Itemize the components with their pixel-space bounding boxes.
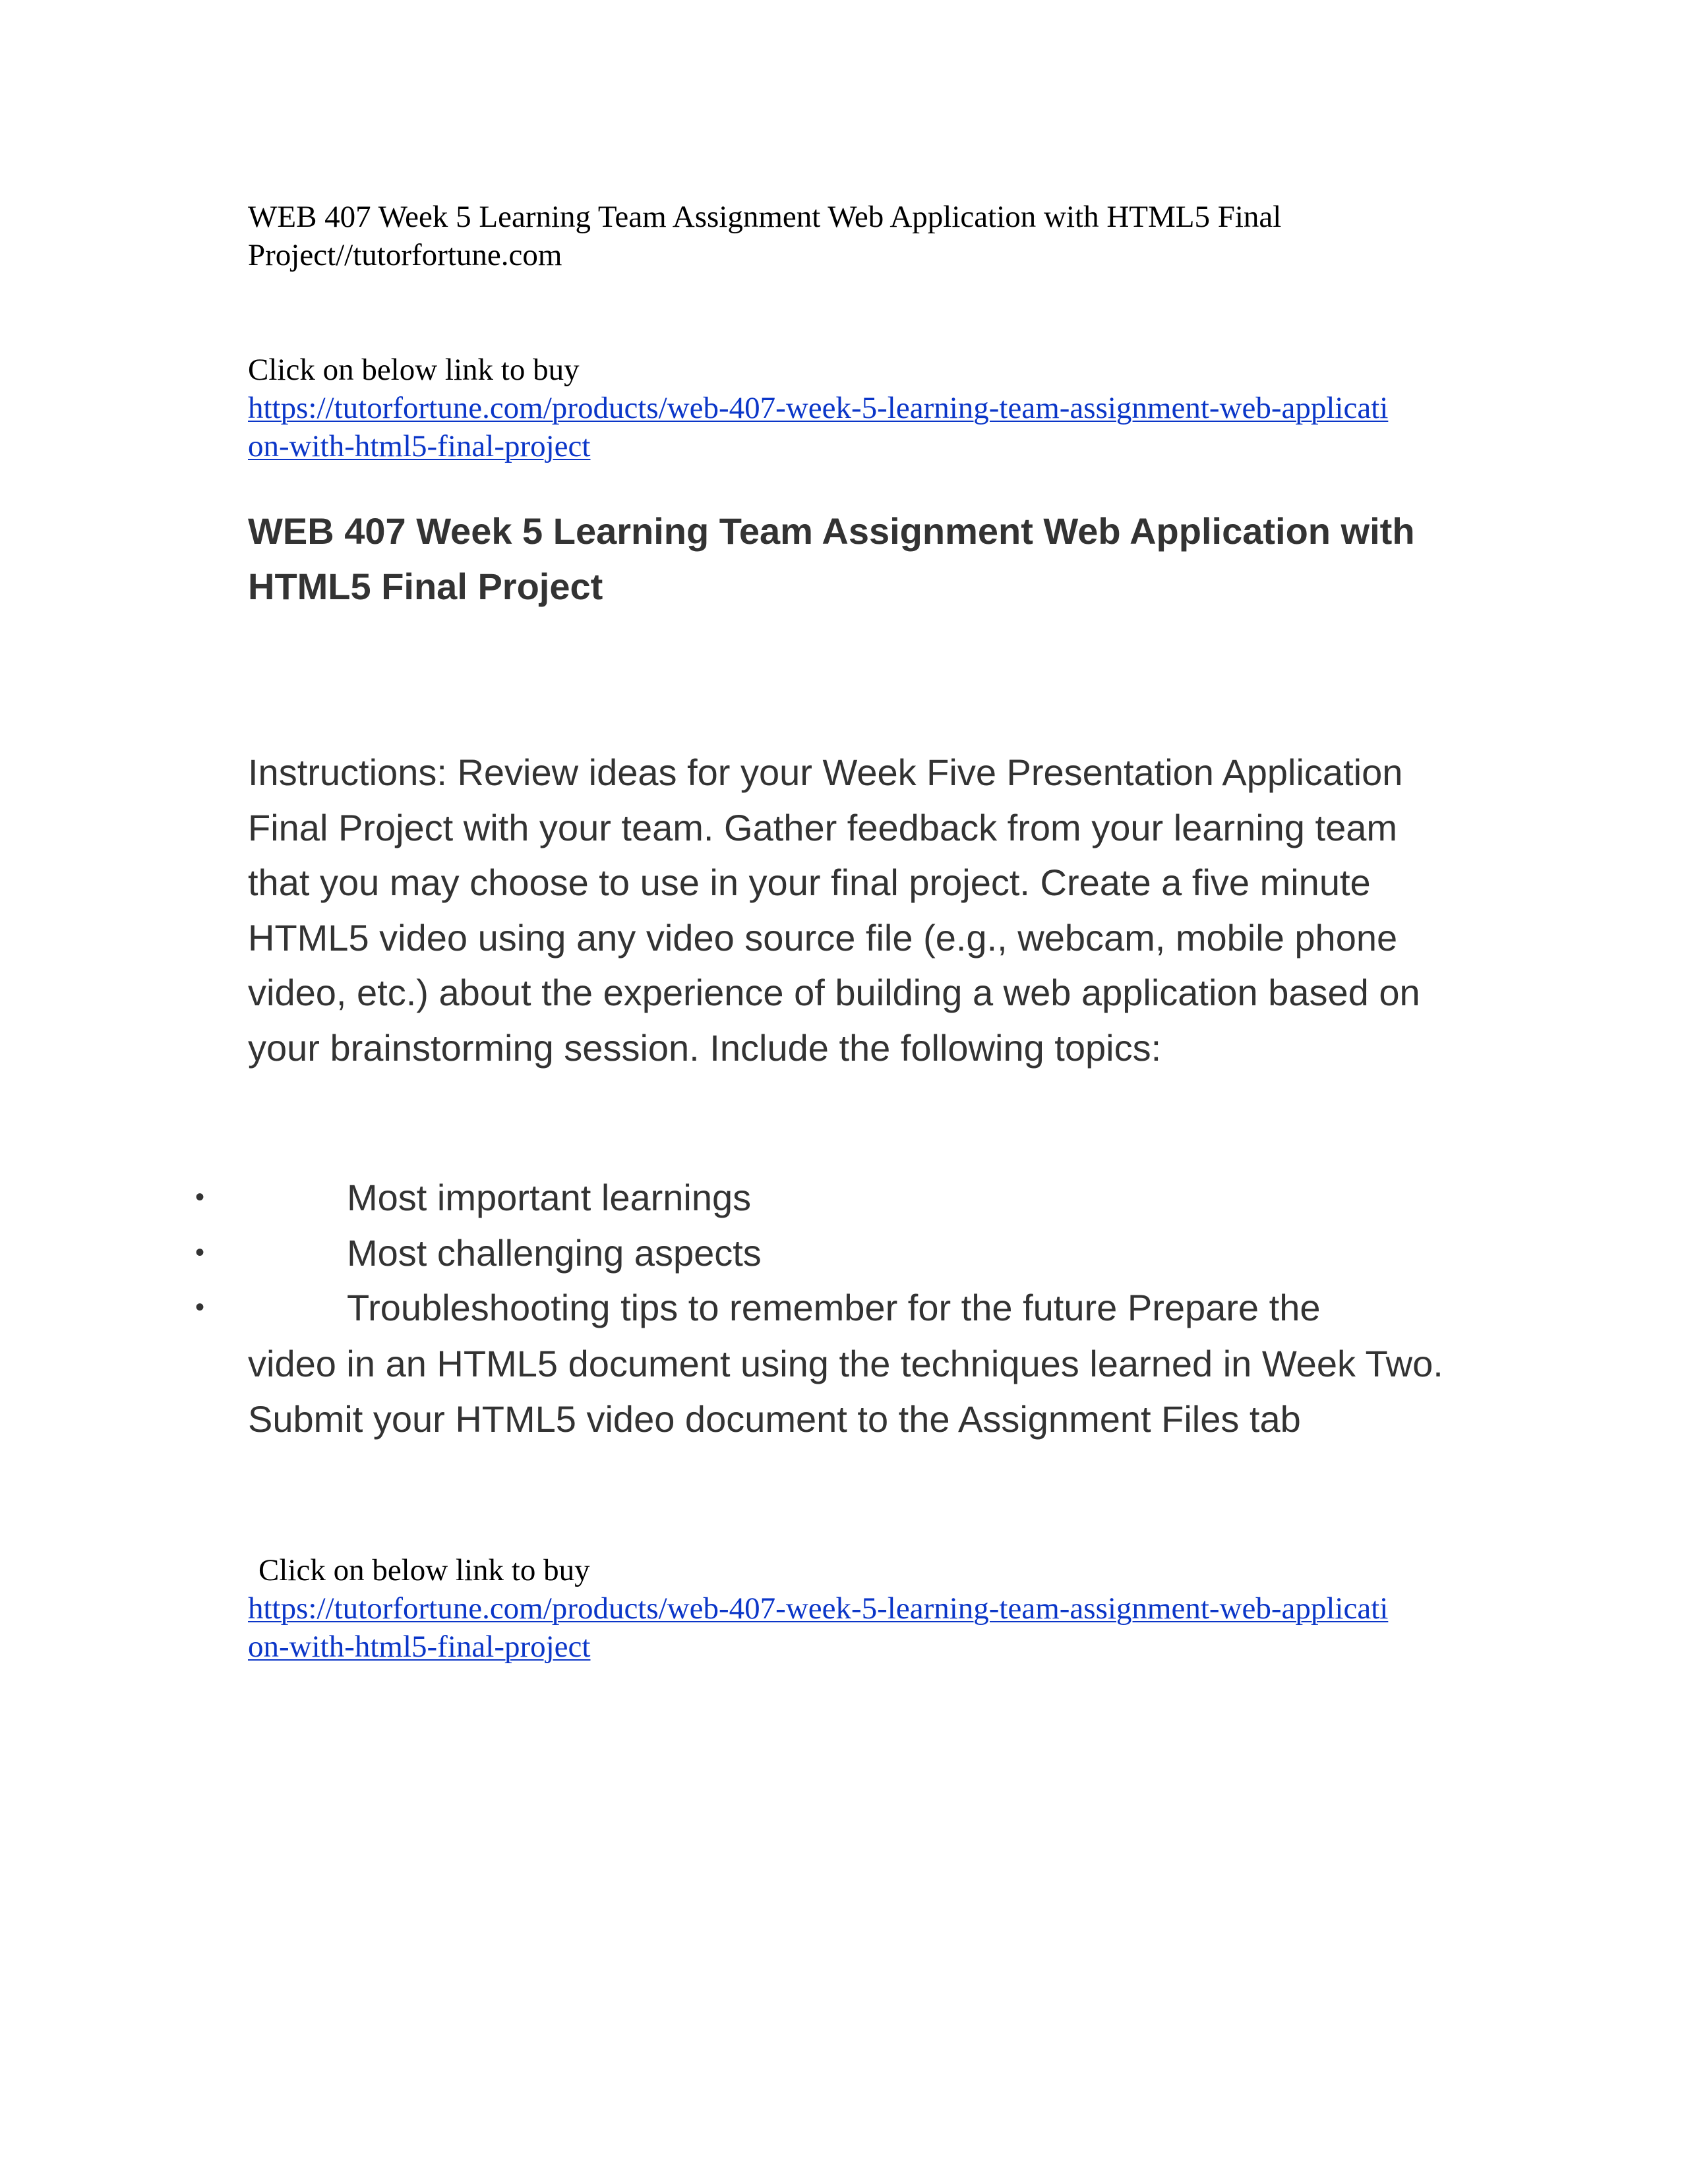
buy-section-top (248, 351, 1395, 465)
buy-label: Click on below link to buy (248, 353, 580, 387)
list-item (0, 1170, 1582, 1225)
buy-link[interactable]: https://tutorfortune.com/products/web-407-week-5-learning-team-assignment-web-application-with-html5-final-project (248, 1591, 1389, 1664)
list-item (0, 1225, 1582, 1281)
topic-text: Most challenging aspects (347, 1231, 762, 1274)
topic-text: Troubleshooting tips to remember for the future Prepare the (347, 1287, 1321, 1328)
buy-section-bottom (248, 1551, 1395, 1666)
instructions-paragraph: Instructions: Review ideas for your Week Five Presentation Application Final Project with your team. Gather feedback from your learning team that you may choose to use in your final project. Create a five minute HTML5 video using any video source file (e.g., webcam, mobile phone video, etc.) about the experience of building a web application based on your brainstorming session. Include the following topics: (248, 752, 1420, 1069)
topics-list (0, 1170, 1582, 1336)
buy-link[interactable]: https://tutorfortune.com/products/web-407-week-5-learning-team-assignment-web-application-with-html5-final-project (248, 391, 1389, 463)
page-heading: WEB 407 Week 5 Learning Team Assignment Web Application with HTML5 Final Project (248, 510, 1415, 607)
list-item (0, 1280, 1582, 1336)
buy-label: Click on below link to buy (258, 1553, 590, 1587)
document-title: WEB 407 Week 5 Learning Team Assignment Web Application with HTML5 Final Project//tutorfortune.com (248, 200, 1282, 272)
bullet-icon: • (195, 1183, 205, 1212)
continuation-paragraph: video in an HTML5 document using the techniques learned in Week Two. Submit your HTML5 video document to the Assignment Files tab (248, 1343, 1443, 1440)
bullet-icon: • (195, 1237, 205, 1267)
bullet-icon: • (195, 1293, 205, 1322)
topic-text: Most important learnings (347, 1177, 752, 1218)
